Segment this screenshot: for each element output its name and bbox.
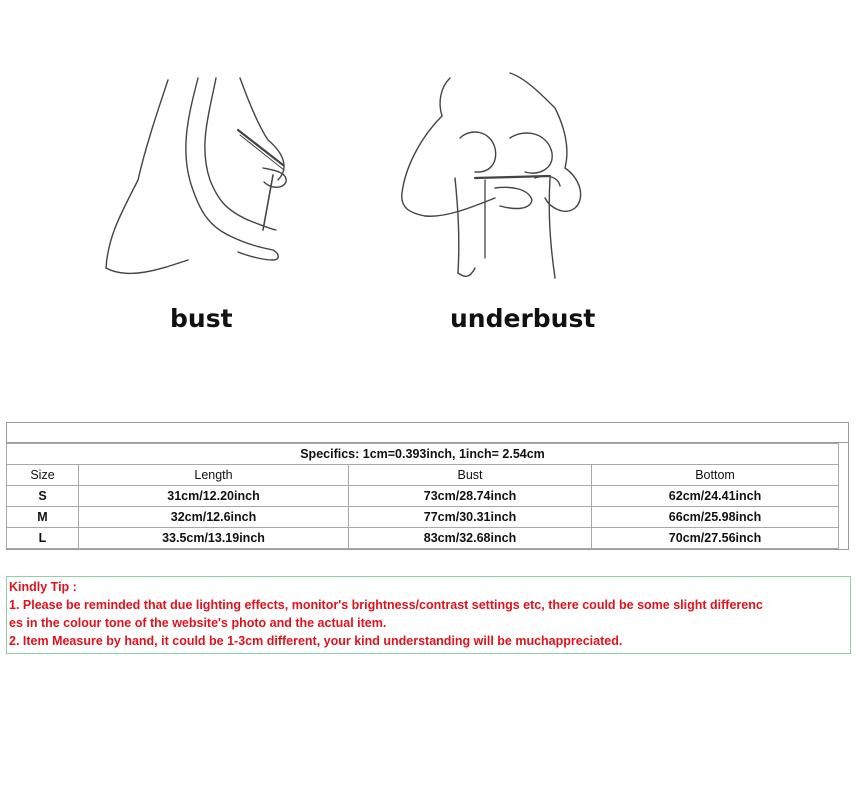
table-row [7, 486, 839, 507]
bust-illustration [98, 70, 308, 290]
underbust-caption: underbust [450, 304, 596, 333]
cell-size: M [7, 507, 79, 528]
underbust-illustration [400, 68, 600, 288]
header-length: Length [79, 465, 349, 486]
header-bottom: Bottom [592, 465, 839, 486]
tip-line-2: 2. Item Measure by hand, it could be 1-3cm different, your kind understanding will be muchappreciated. [9, 634, 623, 648]
cell-bust: 77cm/30.31inch [349, 507, 592, 528]
tip-line-1: 1. Please be reminded that due lighting effects, monitor's brightness/contrast settings etc, there could be some slight differenc [9, 598, 763, 612]
underbust-measurement-sketch-icon [400, 68, 600, 288]
cell-bottom: 66cm/25.98inch [592, 507, 839, 528]
frame-top-line [6, 422, 848, 423]
cell-bust: 83cm/32.68inch [349, 528, 592, 549]
header-size: Size [7, 465, 79, 486]
header-bust: Bust [349, 465, 592, 486]
tip-line-1-continued: es in the colour tone of the website's photo and the actual item. [9, 616, 387, 630]
size-table [6, 443, 839, 549]
cell-bust: 73cm/28.74inch [349, 486, 592, 507]
table-row [7, 528, 839, 549]
cell-length: 32cm/12.6inch [79, 507, 349, 528]
bust-measurement-sketch-icon [98, 70, 308, 290]
cell-size: S [7, 486, 79, 507]
cell-bottom: 70cm/27.56inch [592, 528, 839, 549]
specifics-text: Specifics: 1cm=0.393inch, 1inch= 2.54cm [7, 444, 839, 465]
kindly-tip-box [6, 576, 851, 654]
table-header-row [7, 465, 839, 486]
cell-bottom: 62cm/24.41inch [592, 486, 839, 507]
table-row [7, 507, 839, 528]
frame-right-line [848, 422, 849, 550]
cell-size: L [7, 528, 79, 549]
cell-length: 31cm/12.20inch [79, 486, 349, 507]
frame-bottom-line [6, 549, 848, 550]
specifics-row [7, 444, 839, 465]
cell-length: 33.5cm/13.19inch [79, 528, 349, 549]
tip-title: Kindly Tip : [9, 580, 77, 594]
bust-caption: bust [170, 304, 233, 333]
